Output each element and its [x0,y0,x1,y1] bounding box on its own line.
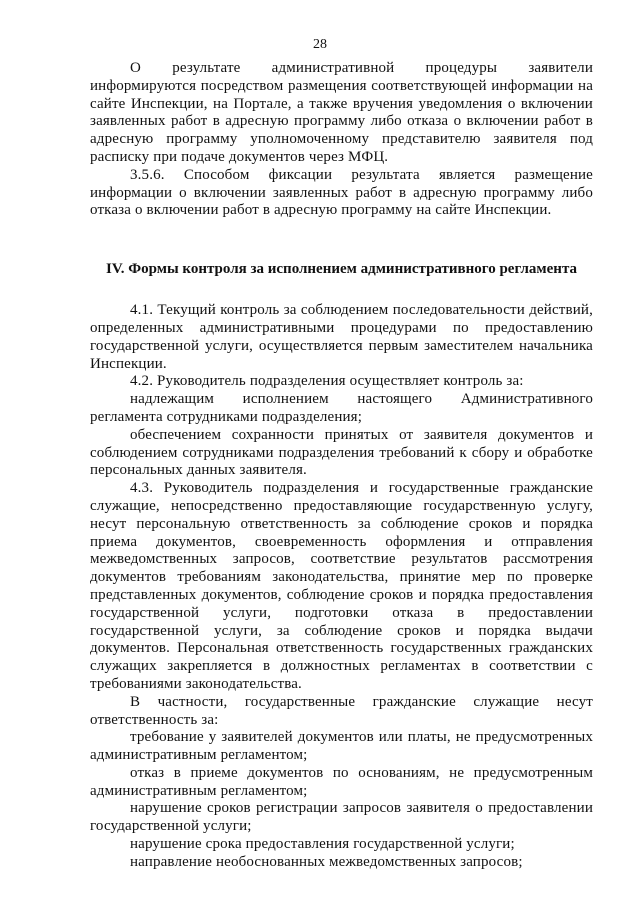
list-item-service-delay: нарушение срока предоставления государственной услуги; [130,836,515,853]
list-item-unlawful-demands: требование у заявителей документов или платы, не предусмотренных административным регламентом; [90,729,593,764]
document-body [90,60,593,872]
paragraph-4-1: 4.1. Текущий контроль за соблюдением последовательности действий, определенных административными процедурами по предоставлению государственной услуги, осуществляется первым заместителем начальника Инспекции. [90,302,593,372]
paragraph-4-3: 4.3. Руководитель подразделения и государственные гражданские служащие, непосредственно предоставляющие государственную услугу, несут персональную ответственность за соблюдение сроков и порядка приема документов, своевременность оформления и отправления межведомственных запросов, соответствие результатов рассмотрения документов требованиям законодательства, принятие мер по проверке представленных документов, соблюдение сроков и порядка предоставления государственной услуги, подготовки отказа в предоставлении государственной услуги, за соблюдение сроков и порядка выдачи документов. Персональная ответственность государственных гражданских служащих закрепляется в должностных регламентах в соответствии с требованиями законодательства. [90,480,593,692]
list-item-registration-delay: нарушение сроков регистрации запросов заявителя о предоставлении государственной услуги; [90,800,593,835]
list-item-proper-execution: надлежащим исполнением настоящего Административного регламента сотрудниками подразделения; [90,391,593,425]
paragraph-result-notification: О результате административной процедуры заявители информируются посредством размещения соответствующей информации на сайте Инспекции, на Портале, а также вручения уведомления о включении заявленных работ в адресную программу либо отказа о включении работ в адресную программу уполномоченному представителю заявителя под расписку при подаче документов через МФЦ. [90,60,593,165]
list-item-refusal: отказ в приеме документов по основаниям, не предусмотренным административным регламентом; [90,764,593,799]
section-heading: IV. Формы контроля за исполнением административного регламента [106,261,577,278]
page-number: 28 [313,37,327,52]
paragraph-responsibility-intro: В частности, государственные гражданские служащие несут ответственность за: [90,693,593,728]
list-item-unfounded-requests: направление необоснованных межведомственных запросов; [130,853,523,870]
list-item-document-safety: обеспечением сохранности принятых от заявителя документов и соблюдением сотрудниками подразделения требований к сбору и обработке персональных данных заявителя. [90,426,593,479]
paragraph-3-5-6: 3.5.6. Способом фиксации результата является размещение информации о включении заявленных работ в адресную программу либо отказа о включении работ в адресную программу на сайте Инспекции. [90,166,593,219]
paragraph-4-2: 4.2. Руководитель подразделения осуществляет контроль за: [130,373,524,390]
